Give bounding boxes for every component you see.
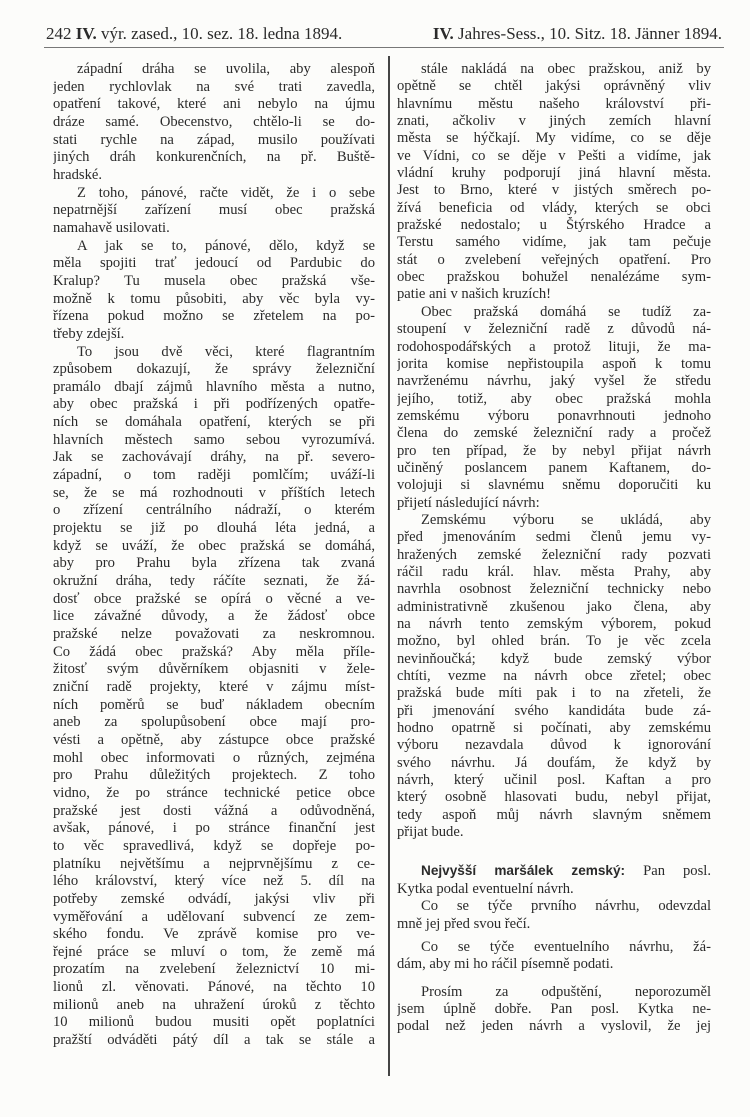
text-line: možno, byl ohled brán. To je věc zcela (397, 633, 711, 650)
text-line: nevinňoučká; když bude zemský výbor (397, 650, 711, 667)
text-line: řejné práce se mluví o tom, že země má (53, 943, 375, 960)
text-line: hlavnímu městu našeho království při- (397, 95, 711, 112)
text-line: nepatrnější zařízení musí obec pražská (53, 202, 375, 219)
text-line: dráze samé. Obecenstvo, chtělo-li se do- (53, 113, 375, 130)
text-line: ních poměrů se buď nákladem obecním (53, 696, 375, 713)
text-line: stoupení v železniční radě z důvodů ná- (397, 321, 711, 338)
text-line: lého království, který více než 5. díl na (53, 873, 375, 890)
text-line: lionů zl. věnovati. Pánové, na těchto 10 (53, 979, 375, 996)
text-line: pražská bude míti pak i to na zřeteli, že (397, 685, 711, 702)
text-line: pro Prahu důležitých projektech. Z toho (53, 767, 375, 784)
text-line: milionů aneb na uhražení úroků z těchto (53, 996, 375, 1013)
text-line: vyměřování a udělovaní subvencí ze zem- (53, 908, 375, 925)
text-line: vésti a opětně, aby zástupce obce pražské (53, 731, 375, 748)
session-number: IV. (75, 24, 97, 43)
text-line: o zřízení centrálního nádraží, o kterém (53, 502, 375, 519)
text-line: pražské nelze považovati za neskromnou. (53, 626, 375, 642)
text-line: zemskému výboru ponavrhnouti jednoho (397, 407, 711, 424)
text-line: To jsou dvě věci, které flagrantním (77, 343, 375, 360)
text-line: člena do zemské železniční rady a pročež (397, 425, 711, 442)
text-line: to věc spravedlivá, když se dopřeje po- (53, 837, 375, 854)
paragraph (397, 939, 711, 974)
text-line: vládní kruhy podporují jiná hlavní města. (397, 165, 711, 182)
text-line: avšak, pánové, i po stránce finanční jest (53, 820, 375, 837)
text-line: jeden rychlovlak na své trati zavedla, (53, 78, 375, 95)
text-line: když se uváží, že obec pražská se domáhá, (53, 537, 375, 554)
text-line: pro ten případ, že by nebyl přijat návrh (397, 442, 711, 459)
text-line: žitosť svým důvěrníkem objasniti v žele- (53, 661, 375, 678)
text-line: Kytka podal eventuelní návrh. (397, 880, 574, 897)
text-line: řízena pokud možno se zřetelem na po- (53, 308, 375, 325)
text-line: volojuji si slavnému sněmu doporučiti ku (397, 477, 711, 494)
text-line: aby obec pražská i při podřízených opatře- (53, 396, 375, 413)
speech-text: Pan posl. (625, 863, 711, 880)
text-line: před jmenováním sedmi členů jemu vy- (397, 529, 711, 546)
text-line: Co se týče prvního návrhu, odevzdal (421, 898, 711, 915)
right-column (397, 61, 711, 1036)
text-line: navrhla osobnost železniční technicky nebo (397, 581, 711, 598)
text-line: navrženému návrhu, jaký vyšel že středu (397, 373, 711, 390)
text-line: Prosím za odpuštění, neporozuměl (421, 983, 711, 1000)
header-rule (44, 47, 724, 48)
text-line: svého návrhu. Já doufám, že když by (397, 754, 711, 771)
text-line: ních se domáhala opatření, kterých se při (53, 414, 375, 431)
text-line: patie ani v našich kruzích! (397, 286, 551, 303)
text-line: okružní dráha, tedy ráčíte seznati, že žá- (53, 573, 375, 590)
text-line: zniční radě projekty, které v zájmu míst- (53, 678, 375, 695)
text-line: obec pražskou bohužel nenalézáme sym- (397, 269, 711, 286)
text-line: jsem úplně dobře. Pan posl. Kytka ne- (397, 1000, 711, 1017)
text-line: Obec pražská domáhá se tudíž za- (421, 303, 711, 320)
left-column (53, 61, 375, 1050)
text-line: tedy aspoň můj návrh slavným sněmem (397, 806, 711, 823)
header-german (433, 24, 722, 44)
text-line: opatření takové, které ani nebylo na újmu (53, 96, 375, 113)
text-line: pražské jest dosti vážná a odůvodněná, (53, 802, 375, 819)
text-line: Jest to Brno, které v jistých směrech po- (397, 182, 711, 199)
text-line: návrh, který učinil posl. Kaftan a pro (397, 772, 711, 789)
text-line: potřeby zemské odvádí, jakýsi vliv při (53, 890, 375, 907)
text-line: hodno opatrně si počínati, aby zemskému (397, 720, 711, 737)
text-line: se, že se má rozhodnouti v příštích letech (53, 484, 375, 501)
paragraph (53, 238, 375, 344)
text-line: Z toho, pánové, račte vidět, že i o sebe (77, 184, 375, 201)
text-line: západní dráha se uvolila, aby alespoň (77, 61, 375, 77)
text-line: Jak se zachovávají dráhy, na př. severo- (53, 449, 375, 466)
text-line: pražští odváděti pátý díl a tak se stále a (53, 1032, 375, 1049)
text-line: přijetí následující návrh: (397, 494, 540, 511)
text-line: mohl obec informovati o různých, zejména (53, 749, 375, 766)
paragraph (397, 61, 711, 304)
paragraph (53, 61, 375, 185)
text-line: jejího, totiž, aby obec pražská mohla (397, 390, 711, 407)
text-line: ve Vídni, co se děje v Pešti a vidíme, jak (397, 147, 711, 164)
text-line: projektu se již po dlouhá léta jedná, a (53, 520, 375, 537)
text-line: třeby zdejší. (53, 325, 125, 342)
text-line: který osobně hlasovati budu, nebyl přijat, (397, 789, 711, 806)
text-line: jiných dráh konkurenčních, na př. Buště- (53, 149, 375, 166)
text-line: jorita komise nepřistoupila aspoň k tomu (397, 355, 711, 372)
page-number: 242 (46, 24, 72, 43)
header-czech-text: výr. zased., 10. sez. 18. ledna 1894. (100, 24, 343, 43)
text-line: namahavě usilovati. (53, 219, 170, 236)
paragraph (397, 512, 711, 842)
text-line: aby pro Prahu byla zřízena tak zvaná (53, 555, 375, 572)
text-line: chtíti, vezme na návrh obce zřetel; obec (397, 668, 711, 685)
column-divider (388, 56, 390, 1076)
text-line: hlavních městech samo sebou vyrozumívá. (53, 431, 375, 448)
text-line: aneb za spolupůsobení obce mají pro- (53, 714, 375, 731)
text-line: opětně se chtěl jakýsi oprávněný vliv (397, 78, 711, 95)
text-line: podal než jeden návrh a vyslovil, že jej (397, 1018, 711, 1035)
text-line: dosť obce pražské se opírá o věcné a ve- (53, 590, 375, 607)
text-line (397, 862, 711, 880)
text-line: učiněný poslancem panem Kaftanem, do- (397, 459, 711, 476)
text-line: žívá beneficia od vlády, kterých se obci (397, 199, 711, 216)
text-line: mně jej před svou řečí. (397, 915, 531, 932)
text-line: města se hýčkají. My vidíme, co se děje (397, 130, 711, 147)
text-line: administrativně zkušenou jako člena, aby (397, 598, 711, 615)
text-line: platníku největšímu a nejprvnějšímu z ce- (53, 855, 375, 872)
text-line: Co žádá obec pražská? Aby měla příle- (53, 643, 375, 660)
text-line: západní, o tom raději pomlčím; uváží-li (53, 467, 375, 484)
speaker-name: Nejvyšší maršálek zemský: (421, 863, 626, 879)
text-line: stát o zvelebení veřejných opatření. Pro (397, 251, 711, 268)
text-line: způsobem dokazují, že správy železniční (53, 361, 375, 378)
text-line: výboru nezavdala důvod k ignorování (397, 737, 711, 754)
running-header (46, 24, 722, 44)
header-german-text: Jahres-Sess., 10. Sitz. 18. Jänner 1894. (458, 24, 722, 43)
text-line: znati, ačkoliv v jiných zemích hlavní (397, 113, 711, 130)
text-line: ského fondu. Ve zprávě komise pro ve- (53, 926, 375, 943)
text-line: A jak se to, pánové, dělo, když se (77, 237, 375, 254)
text-line: na návrh tento zemským výborem, pokud (397, 616, 711, 632)
paragraph (397, 862, 711, 932)
text-line: hražených zemské železniční rady pozvati (397, 546, 711, 563)
paragraph (397, 984, 711, 1036)
text-line: prozatím na zvelebení železnictví 10 mi- (53, 961, 375, 978)
text-line: Terstu samého vidíme, jak tam pečuje (397, 234, 711, 251)
paragraph (397, 304, 711, 512)
text-line: vidno, že po stránce technické petice obce (53, 784, 375, 801)
text-line: 10 milionů budou musiti opět poplatníci (53, 1014, 375, 1031)
text-line: Zemskému výboru se ukládá, aby (421, 511, 711, 528)
text-line: stále nakládá na obec pražskou, aniž by (421, 61, 711, 77)
text-line: pramálo dbají zájmů hlavního města a nutno, (53, 378, 375, 395)
paragraph (53, 185, 375, 238)
text-line: možně k tomu působiti, aby věc byla vy- (53, 290, 375, 307)
text-line: Co se týče eventuelního návrhu, žá- (421, 938, 711, 955)
text-line: hradské. (53, 166, 103, 183)
text-line: přijat bude. (397, 824, 464, 841)
text-line: ráčil radu král. hlav. města Prahy, aby (397, 563, 711, 580)
paragraph (53, 344, 375, 1050)
text-line: rodohospodářských a protož lituji, že ma- (397, 338, 711, 355)
header-czech (46, 24, 342, 44)
text-line: stati rychle na západ, musilo používati (53, 131, 375, 148)
text-line: lice závažné důvody, a že žádosť obce (53, 608, 375, 625)
text-line: měla spojiti trať jedoucí od Pardubic do (53, 255, 375, 272)
text-line: pražské nedostalo; u Štýrského Hradce a (397, 217, 711, 234)
text-line: Kralup? Tu musela obec pražská vše- (53, 272, 375, 289)
text-line: dám, aby mi ho ráčil písemně podati. (397, 956, 614, 973)
text-line: při jmenování svého kandidáta bude zá- (397, 702, 711, 719)
session-number-german: IV. (432, 24, 454, 43)
